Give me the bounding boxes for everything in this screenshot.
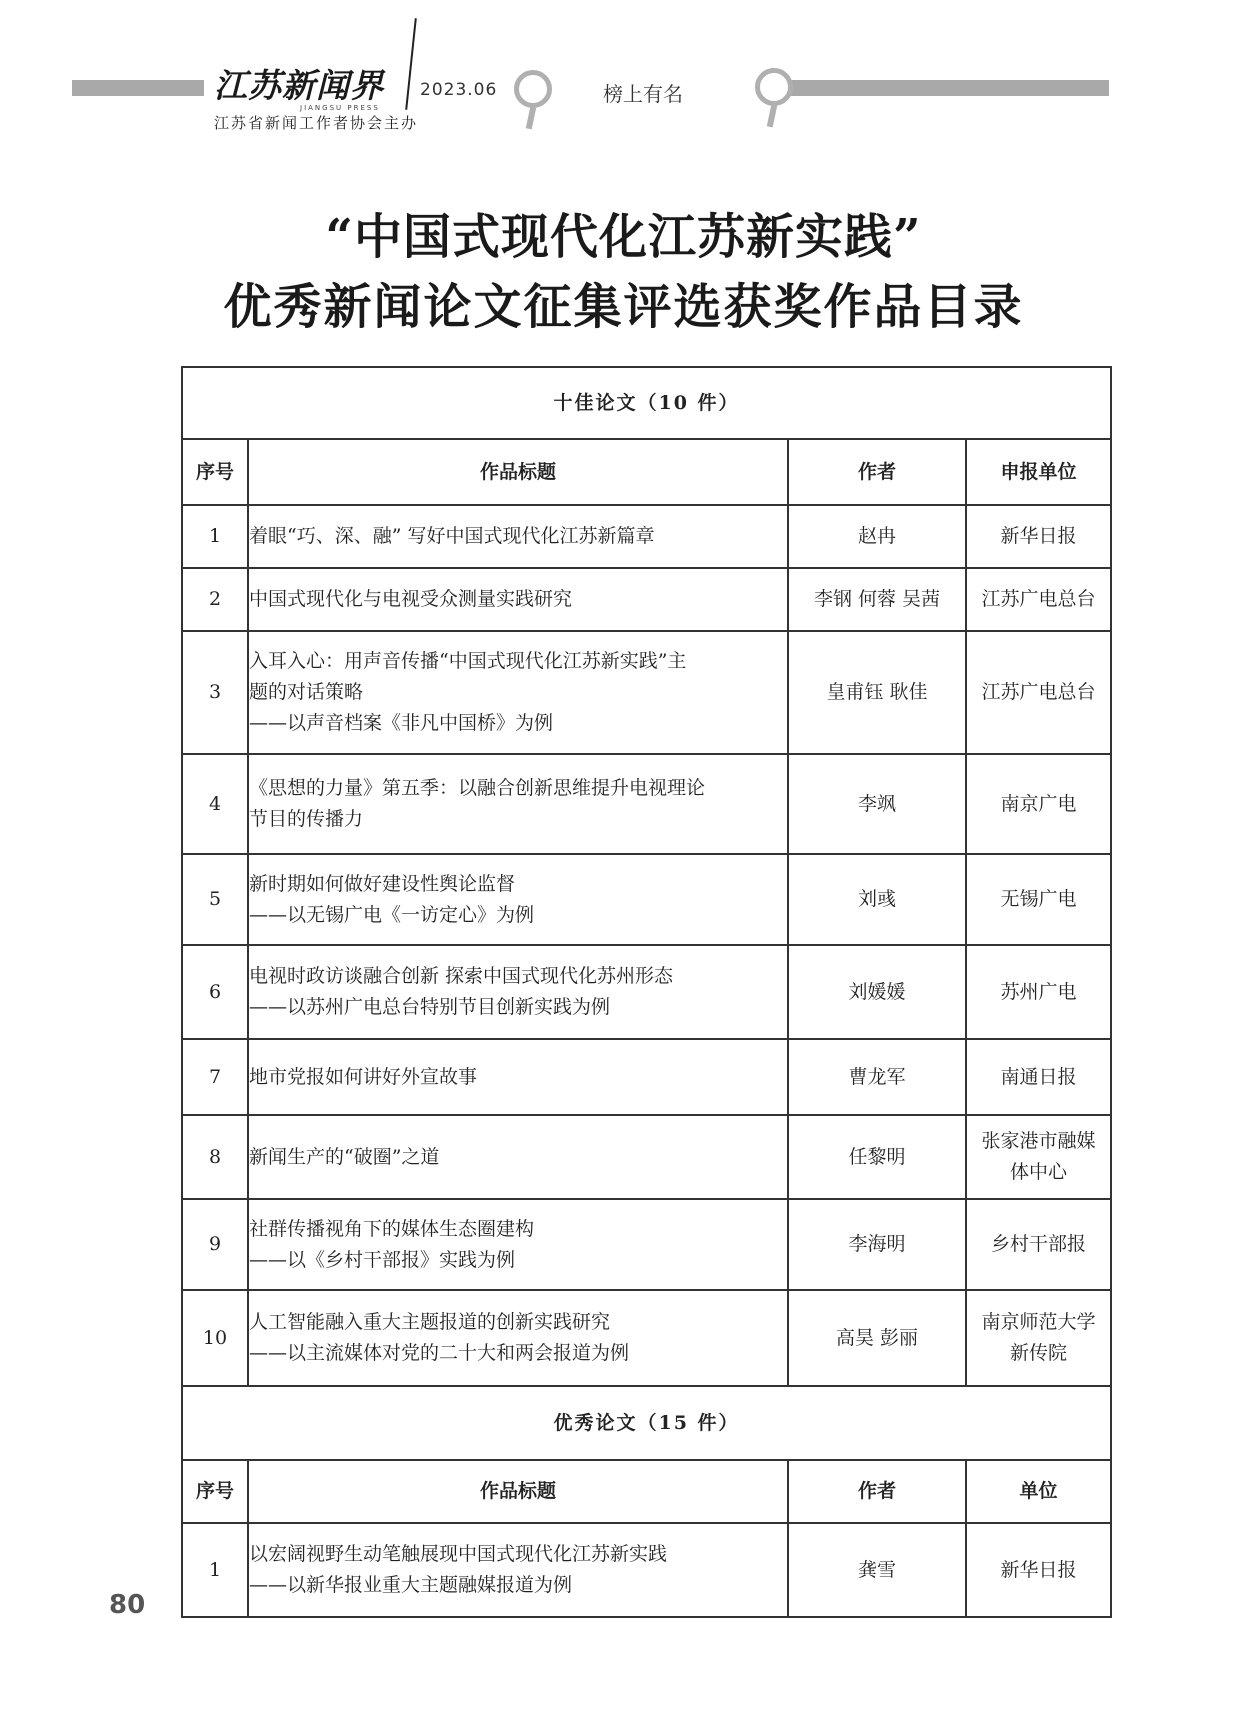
row-number: 2 (182, 568, 248, 631)
table-row (182, 754, 1111, 854)
row-number: 10 (182, 1290, 248, 1386)
page-title-line1: “中国式现代化江苏新实践” (325, 209, 922, 265)
row-number: 1 (182, 1523, 248, 1617)
row-title (248, 631, 788, 754)
awards-table (181, 366, 1112, 1618)
table-row (182, 1115, 1111, 1199)
row-author-line: 任黎明 (848, 1145, 906, 1168)
section-heading-row (182, 367, 1111, 439)
row-title-line: 社群传播视角下的媒体生态圈建构 (249, 1217, 535, 1240)
row-unit-line: 江苏广电总台 (981, 588, 1096, 610)
table-row (182, 1039, 1111, 1115)
column-header-row (182, 439, 1111, 505)
row-title (248, 754, 788, 854)
page-number: 80 (109, 1590, 146, 1620)
row-author-line: 刘媛媛 (848, 980, 906, 1003)
row-unit (966, 1199, 1111, 1290)
row-unit-line: 南京师范大学 (981, 1311, 1096, 1333)
row-title (248, 1115, 788, 1199)
column-header: 作者 (788, 439, 966, 505)
row-title-line: 题的对话策略 (249, 681, 364, 703)
row-number: 3 (182, 631, 248, 754)
row-title-line: 新时期如何做好建设性舆论监督 (249, 872, 516, 895)
page-title-line2: 优秀新闻论文征集评选获奖作品目录 (223, 279, 1024, 335)
row-author-line: 龚雪 (857, 1558, 896, 1581)
column-header: 序号 (182, 439, 248, 505)
row-unit-line: 乡村干部报 (990, 1233, 1086, 1255)
header-divider (405, 18, 417, 110)
column-header: 序号 (182, 1460, 248, 1523)
section-heading-row (182, 1386, 1111, 1460)
row-author (788, 945, 966, 1039)
row-unit-line: 南京广电 (1000, 792, 1077, 815)
row-unit-line: 江苏广电总台 (981, 681, 1096, 703)
row-unit (966, 1115, 1111, 1199)
table-row (182, 1199, 1111, 1290)
table-row (182, 854, 1111, 945)
row-title-line: 以宏阔视野生动笔触展现中国式现代化江苏新实践 (249, 1543, 668, 1565)
row-title (248, 505, 788, 568)
row-author-line: 刘彧 (857, 888, 896, 910)
row-author (788, 631, 966, 754)
row-number: 4 (182, 754, 248, 854)
row-title-line: ——以声音档案《非凡中国桥》为例 (249, 712, 554, 734)
row-number: 8 (182, 1115, 248, 1199)
row-unit (966, 754, 1111, 854)
row-unit-line: 新华日报 (1000, 525, 1077, 547)
row-title-line: 电视时政访谈融合创新 探索中国式现代化苏州形态 (249, 965, 674, 987)
row-number: 6 (182, 945, 248, 1039)
row-author-line: 李钢 何蓉 吴茜 (813, 588, 941, 610)
row-author-line: 高昊 彭丽 (835, 1326, 919, 1349)
header-bar-left (72, 80, 204, 96)
row-author (788, 1115, 966, 1199)
row-author-line: 李飒 (857, 792, 896, 815)
row-unit-line: 新传院 (1009, 1342, 1067, 1364)
row-unit (966, 505, 1111, 568)
pin-icon (514, 70, 552, 108)
table-row (182, 568, 1111, 631)
row-title (248, 945, 788, 1039)
row-title-line: 入耳入心：用声音传播“中国式现代化江苏新实践”主 (249, 650, 687, 672)
row-author (788, 854, 966, 945)
column-header: 作者 (788, 1460, 966, 1523)
row-title-line: 《思想的力量》第五季：以融合创新思维提升电视理论 (249, 777, 706, 799)
row-author (788, 1199, 966, 1290)
column-header: 作品标题 (248, 1460, 788, 1523)
row-title (248, 1290, 788, 1386)
row-author (788, 505, 966, 568)
row-number: 5 (182, 854, 248, 945)
row-title-line: 人工智能融入重大主题报道的创新实践研究 (249, 1311, 611, 1333)
organizer-line: 江苏省新闻工作者协会主办 (214, 114, 419, 132)
row-unit (966, 945, 1111, 1039)
row-number: 1 (182, 505, 248, 568)
row-author (788, 568, 966, 631)
row-unit-line: 南通日报 (1000, 1065, 1077, 1088)
row-title-line: ——以《乡村干部报》实践为例 (249, 1248, 516, 1271)
column-header: 单位 (966, 1460, 1111, 1523)
row-author (788, 1039, 966, 1115)
row-title-line: 着眼“巧、深、融” 写好中国式现代化江苏新篇章 (249, 525, 655, 547)
row-author (788, 1523, 966, 1617)
row-title-line: ——以新华报业重大主题融媒报道为例 (249, 1574, 573, 1596)
row-title (248, 854, 788, 945)
row-title-line: ——以主流媒体对党的二十大和两会报道为例 (249, 1342, 630, 1364)
row-unit (966, 631, 1111, 754)
row-unit (966, 1290, 1111, 1386)
row-title (248, 1523, 788, 1617)
column-header: 申报单位 (966, 439, 1111, 505)
row-title (248, 1039, 788, 1115)
row-author-line: 赵冉 (857, 525, 896, 547)
column-header: 作品标题 (248, 439, 788, 505)
magazine-logo-english: JIANGSU PRESS (300, 104, 380, 112)
table-row (182, 1523, 1111, 1617)
table-row (182, 505, 1111, 568)
table-row (182, 945, 1111, 1039)
row-number: 7 (182, 1039, 248, 1115)
table-row (182, 631, 1111, 754)
row-title-line: 中国式现代化与电视受众测量实践研究 (249, 588, 573, 610)
row-unit (966, 1523, 1111, 1617)
section-name: 榜上有名 (603, 82, 683, 106)
row-unit-line: 新华日报 (1000, 1558, 1077, 1581)
row-unit (966, 568, 1111, 631)
row-unit (966, 1039, 1111, 1115)
row-title-line: ——以苏州广电总台特别节目创新实践为例 (249, 996, 611, 1018)
row-author (788, 754, 966, 854)
row-title-line: 地市党报如何讲好外宣故事 (249, 1065, 478, 1088)
row-unit-line: 体中心 (1009, 1161, 1067, 1183)
row-title-line: 新闻生产的“破圈”之道 (249, 1145, 440, 1168)
row-unit (966, 854, 1111, 945)
row-title (248, 1199, 788, 1290)
table-row (182, 1290, 1111, 1386)
section-heading: 优秀论文（15 件） (182, 1386, 1111, 1460)
section-heading: 十佳论文（10 件） (182, 367, 1111, 439)
row-author-line: 皇甫钰 耿佳 (826, 681, 928, 703)
column-header-row (182, 1460, 1111, 1523)
pin-icon (755, 68, 793, 106)
issue-number: 2023.06 (420, 80, 498, 100)
row-author-line: 李海明 (848, 1233, 906, 1255)
header-bar-right (773, 80, 1109, 96)
row-unit-line: 张家港市融媒 (981, 1130, 1096, 1152)
row-unit-line: 无锡广电 (1000, 888, 1077, 910)
row-title-line: 节目的传播力 (249, 808, 364, 830)
row-title-line: ——以无锡广电《一访定心》为例 (249, 903, 535, 926)
row-title (248, 568, 788, 631)
row-number: 9 (182, 1199, 248, 1290)
magazine-logo: 江苏新闻界 (214, 66, 384, 105)
row-author (788, 1290, 966, 1386)
row-unit-line: 苏州广电 (1000, 980, 1077, 1003)
row-author-line: 曹龙军 (848, 1065, 906, 1088)
